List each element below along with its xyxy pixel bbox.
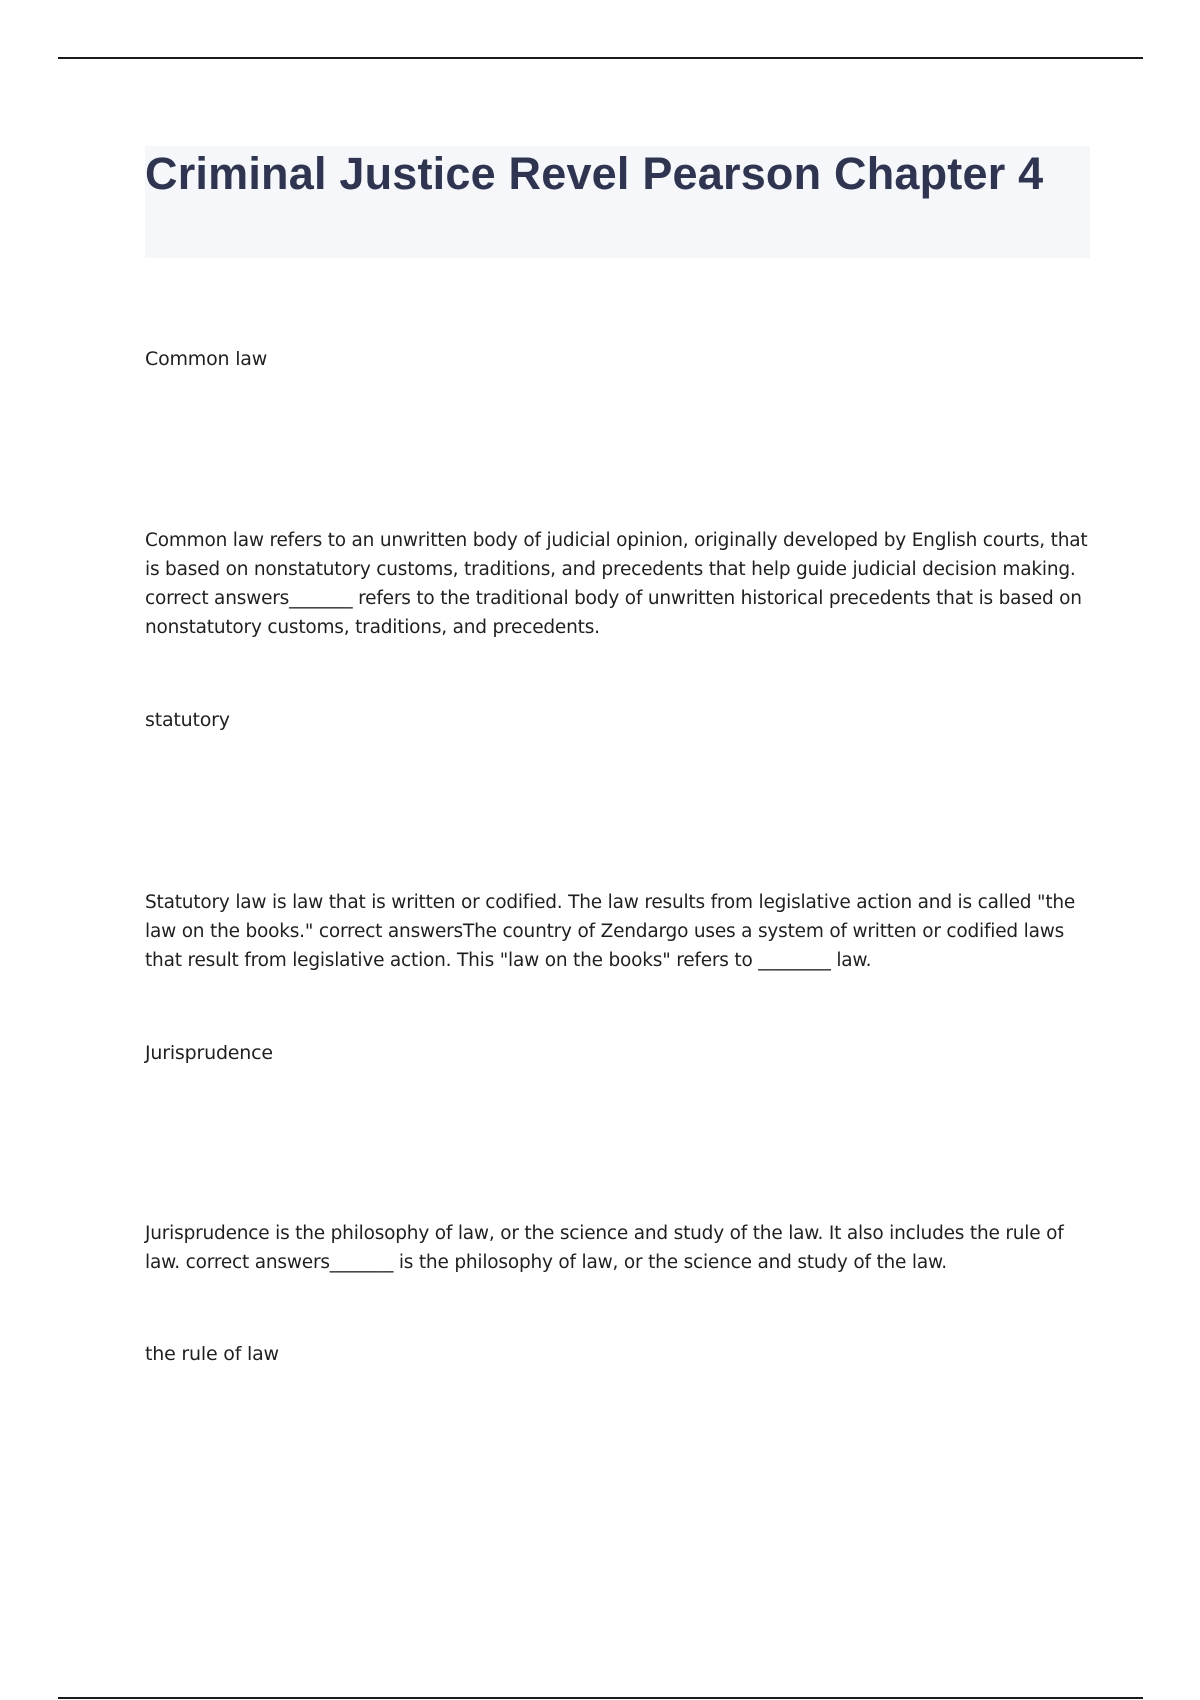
term-rule-of-law: the rule of law [145,1343,279,1365]
term-jurisprudence: Jurisprudence [145,1042,273,1064]
top-divider [58,57,1143,59]
term-statutory: statutory [145,709,230,731]
term-common-law: Common law [145,348,268,370]
bottom-divider [58,1697,1143,1699]
definition-jurisprudence: Jurisprudence is the philosophy of law, or the science and study of the law. It also includes the rule of law. correct answers_______ is the philosophy of law, or the science and study of the law. [145,1223,1064,1273]
title-block [145,146,1090,258]
definition-statutory: Statutory law is law that is written or codified. The law results from legislative action and is called "the law on the books." correct answersThe country of Zendargo uses a system of written or codified laws that result from legislative action. This "law on the books" refers to ________ law. [145,892,1076,971]
definition-common-law: Common law refers to an unwritten body of judicial opinion, originally developed by English courts, that is based on nonstatutory customs, traditions, and precedents that help guide judicial decision making. correct answers_______ refers to the traditional body of unwritten historical precedents that is based on nonstatutory customs, traditions, and precedents. [145,530,1088,638]
document-title: Criminal Justice Revel Pearson Chapter 4 [145,148,1044,199]
